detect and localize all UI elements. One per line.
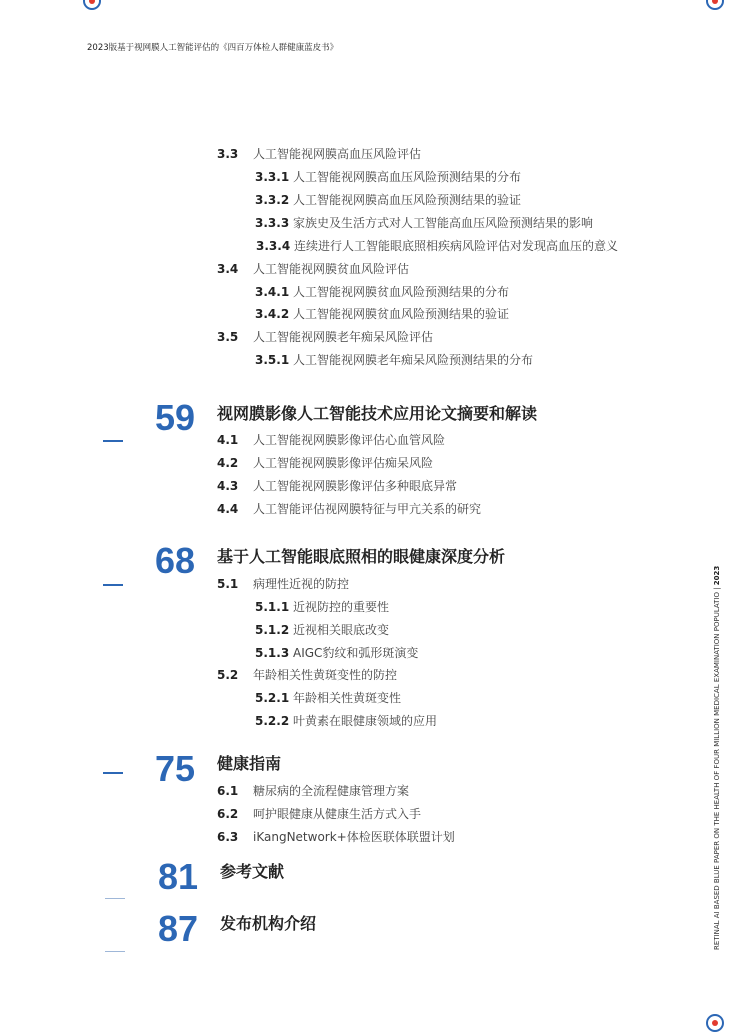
registration-mark-icon: [706, 0, 724, 10]
toc-entry-title: 人工智能视网膜影像评估心血管风险: [253, 433, 446, 447]
toc-entry-title: iKangNetwork+体检医联体联盟计划: [253, 830, 455, 844]
side-caption: RETINAL AI BASED BLUE PAPER ON THE HEALTH OF FOUR MILLION MEDICAL EXAMINATION POPULATIO | 2023: [713, 565, 721, 950]
toc-entry-title: 人工智能视网膜贫血风险预测结果的分布: [293, 285, 510, 299]
toc-entry-number: 6.3: [217, 830, 239, 844]
registration-mark-icon: [706, 1014, 724, 1032]
toc-entry-title: 糖尿病的全流程健康管理方案: [253, 784, 410, 798]
chapter-title[interactable]: 参考文献: [220, 862, 285, 881]
toc-entry-number: 5.1.1: [255, 600, 290, 614]
toc-entry-number: 3.3: [217, 147, 239, 161]
toc-entry-number: 4.2: [217, 456, 239, 470]
toc-entry-number: 3.3.2: [255, 193, 290, 207]
chapter-page-number[interactable]: 87: [157, 908, 198, 949]
chapter-page-number[interactable]: 68: [154, 540, 195, 581]
toc-entry-title: 人工智能视网膜贫血风险预测结果的验证: [293, 307, 510, 321]
toc-entry-title: 人工智能视网膜高血压风险预测结果的分布: [293, 170, 522, 184]
toc-entry-title: 人工智能视网膜老年痴呆风险评估: [253, 330, 434, 344]
toc-entry-number: 5.1.3: [255, 646, 290, 660]
toc-entry-number: 4.4: [217, 502, 239, 516]
toc-entry-number: 5.2.2: [255, 714, 290, 728]
chapter-title[interactable]: 健康指南: [217, 754, 282, 773]
chapter-title[interactable]: 发布机构介绍: [220, 914, 317, 933]
toc-entry-number: 3.5: [217, 330, 239, 344]
toc-entry-number: 3.5.1: [255, 353, 290, 367]
chapter-page-number[interactable]: 81: [157, 856, 198, 897]
chapter-title[interactable]: 视网膜影像人工智能技术应用论文摘要和解读: [217, 404, 538, 423]
toc-entry-title: 人工智能视网膜贫血风险评估: [253, 262, 410, 276]
toc-entry-title: 近视防控的重要性: [293, 600, 390, 614]
toc-entry-title: 人工智能视网膜老年痴呆风险预测结果的分布: [293, 353, 534, 367]
toc-entry-number: 5.1: [217, 577, 239, 591]
chapter-divider: [105, 898, 125, 899]
chapter-divider: [103, 772, 123, 774]
toc-entry-number: 5.2: [217, 668, 239, 682]
chapter-divider: [103, 584, 123, 586]
toc-entry-number: 3.3.4: [256, 239, 291, 253]
toc-entry-title: 人工智能视网膜高血压风险预测结果的验证: [293, 193, 522, 207]
registration-mark-icon: [83, 0, 101, 10]
toc-entry-title: 近视相关眼底改变: [293, 623, 390, 637]
toc-entry-number: 4.3: [217, 479, 239, 493]
toc-entry-number: 6.1: [217, 784, 239, 798]
toc-entry-number: 5.1.2: [255, 623, 290, 637]
toc-entry-title: 人工智能视网膜高血压风险评估: [253, 147, 422, 161]
toc-entry-title: 年龄相关性黄斑变性的防控: [253, 668, 398, 682]
toc-entry-number: 3.4.2: [255, 307, 290, 321]
toc-entry-title: 人工智能评估视网膜特征与甲亢关系的研究: [253, 502, 482, 516]
toc-entry-title: 呵护眼健康从健康生活方式入手: [253, 807, 422, 821]
toc-entry-number: 3.4.1: [255, 285, 290, 299]
toc-entry-number: 4.1: [217, 433, 239, 447]
toc-entry-title: 人工智能视网膜影像评估痴呆风险: [253, 456, 434, 470]
toc-entry-title: 家族史及生活方式对人工智能高血压风险预测结果的影响: [293, 216, 594, 230]
side-caption-text: RETINAL AI BASED BLUE PAPER ON THE HEALTH OF FOUR MILLION MEDICAL EXAMINATION POPULATIO: [713, 592, 721, 950]
toc-entry-title: 病理性近视的防控: [253, 577, 350, 591]
toc-entry-number: 3.3.3: [255, 216, 290, 230]
toc-entry-title: 年龄相关性黄斑变性: [293, 691, 402, 705]
toc-entry-title: 连续进行人工智能眼底照相疾病风险评估对发现高血压的意义: [294, 239, 619, 253]
toc-entry-title: 叶黄素在眼健康领域的应用: [293, 714, 438, 728]
chapter-divider: [105, 951, 125, 952]
toc-entry-number: 3.3.1: [255, 170, 290, 184]
chapter-title[interactable]: 基于人工智能眼底照相的眼健康深度分析: [217, 547, 506, 566]
toc-entry-number: 5.2.1: [255, 691, 290, 705]
toc-entry-title: AIGC豹纹和弧形斑演变: [293, 646, 419, 660]
chapter-divider: [103, 440, 123, 442]
running-header: 2023版基于视网膜人工智能评估的《四百万体检人群健康蓝皮书》: [87, 43, 339, 53]
toc-entry-number: 6.2: [217, 807, 239, 821]
chapter-page-number[interactable]: 59: [154, 397, 195, 438]
chapter-page-number[interactable]: 75: [154, 748, 195, 789]
toc-entry-title: 人工智能视网膜影像评估多种眼底异常: [253, 479, 458, 493]
side-caption-year: 2023: [713, 565, 721, 586]
toc-entry-number: 3.4: [217, 262, 239, 276]
